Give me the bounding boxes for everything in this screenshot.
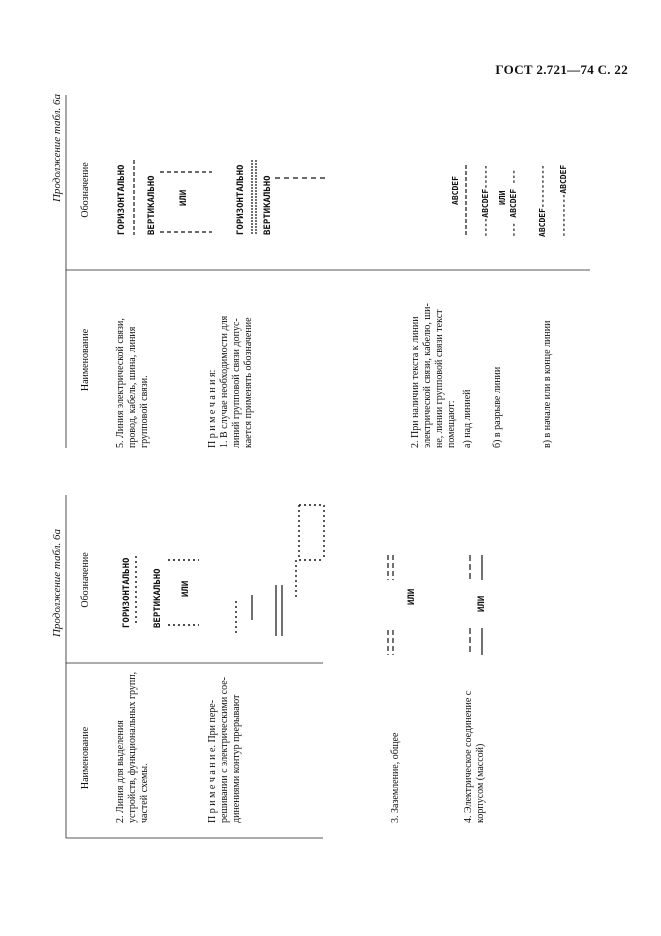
name-line: 5. Линия электрической связи, — [115, 318, 126, 448]
row-line-selection — [115, 505, 324, 823]
text-above-label: ABCDEF — [451, 176, 460, 205]
note-line: динениями контур прерывают — [231, 694, 242, 823]
page-header: ГОСТ 2.721—74 С. 22 — [495, 62, 628, 77]
text-break-a: ----ABCDEF----- — [481, 164, 490, 237]
text-start-label: ABCDEF--------- — [538, 164, 547, 237]
row-chassis-connection — [463, 555, 487, 823]
name-line: групповой связи. — [139, 375, 150, 448]
or-label: ИЛИ — [498, 190, 507, 205]
name-line: провод, кабель, шина, линия — [127, 326, 138, 448]
note-line: П р и м е ч а н и е. При пере- — [207, 699, 218, 823]
note-line: линий групповой связи допус- — [231, 318, 242, 448]
name-line: а) над линией — [462, 389, 473, 448]
col-name-header: Наименование — [80, 328, 91, 392]
or-label: ИЛИ — [179, 189, 189, 206]
right-table — [51, 93, 590, 448]
text-break-b: --- ABCDEF --- — [509, 169, 518, 237]
note-line: П р и м е ч а н и я: — [207, 369, 218, 448]
continuation-label: Продолжение табл. 6а — [51, 93, 63, 203]
col-symbol-header: Обозначение — [80, 162, 91, 218]
col-name-header: Наименование — [80, 726, 91, 790]
symbol-vertical-label: ВЕРТИКАЛЬНО — [153, 568, 163, 628]
text-end-label: ---------ABCDEF — [559, 164, 568, 237]
or-label: ИЛИ — [181, 580, 191, 597]
name-line: не, линии групповой связи текст — [434, 309, 445, 448]
name-line: 3. Заземление, общее — [390, 732, 401, 823]
row-communication-line — [115, 160, 325, 448]
note-line: решивании с электрическими сое- — [219, 677, 230, 823]
or-label: ИЛИ — [477, 595, 487, 612]
or-label: ИЛИ — [407, 588, 417, 605]
name-line: 4. Электрическое соединение с — [463, 690, 474, 823]
note-line: 1. В случае необходимости для — [219, 315, 230, 448]
col-symbol-header: Обозначение — [80, 552, 91, 608]
name-line: 2. При наличии текста к линии — [410, 316, 421, 448]
name-line: устройств, функциональных групп, — [127, 671, 138, 823]
symbol-horizontal-label: ГОРИЗОНТАЛЬНО — [117, 164, 127, 235]
name-line: 2. Линия для выделения — [115, 720, 126, 823]
symbol-vertical-label: ВЕРТИКАЛЬНО — [147, 175, 157, 235]
name-line: б) в разрыве линии — [492, 366, 503, 448]
name-line: в) в начале или в конце линии — [542, 320, 553, 448]
note-line: кается применять обозначение — [243, 317, 254, 448]
row-grounding — [388, 555, 417, 823]
symbol-vertical-label-2: ВЕРТИКАЛЬНО — [263, 175, 273, 235]
row-text-placement — [410, 165, 568, 448]
symbol-horizontal-label-2: ГОРИЗОНТАЛЬНО — [236, 164, 246, 235]
name-line: корпусом (массой) — [475, 743, 486, 823]
symbol-horizontal-label: ГОРИЗОНТАЛЬНО — [122, 557, 132, 628]
name-line: частей схемы. — [139, 763, 150, 823]
name-line: электрической связи, кабелю, ши- — [422, 303, 433, 448]
name-line: помещают: — [446, 400, 457, 448]
continuation-label: Продолжение табл. 6а — [51, 528, 63, 638]
left-table — [51, 495, 487, 838]
